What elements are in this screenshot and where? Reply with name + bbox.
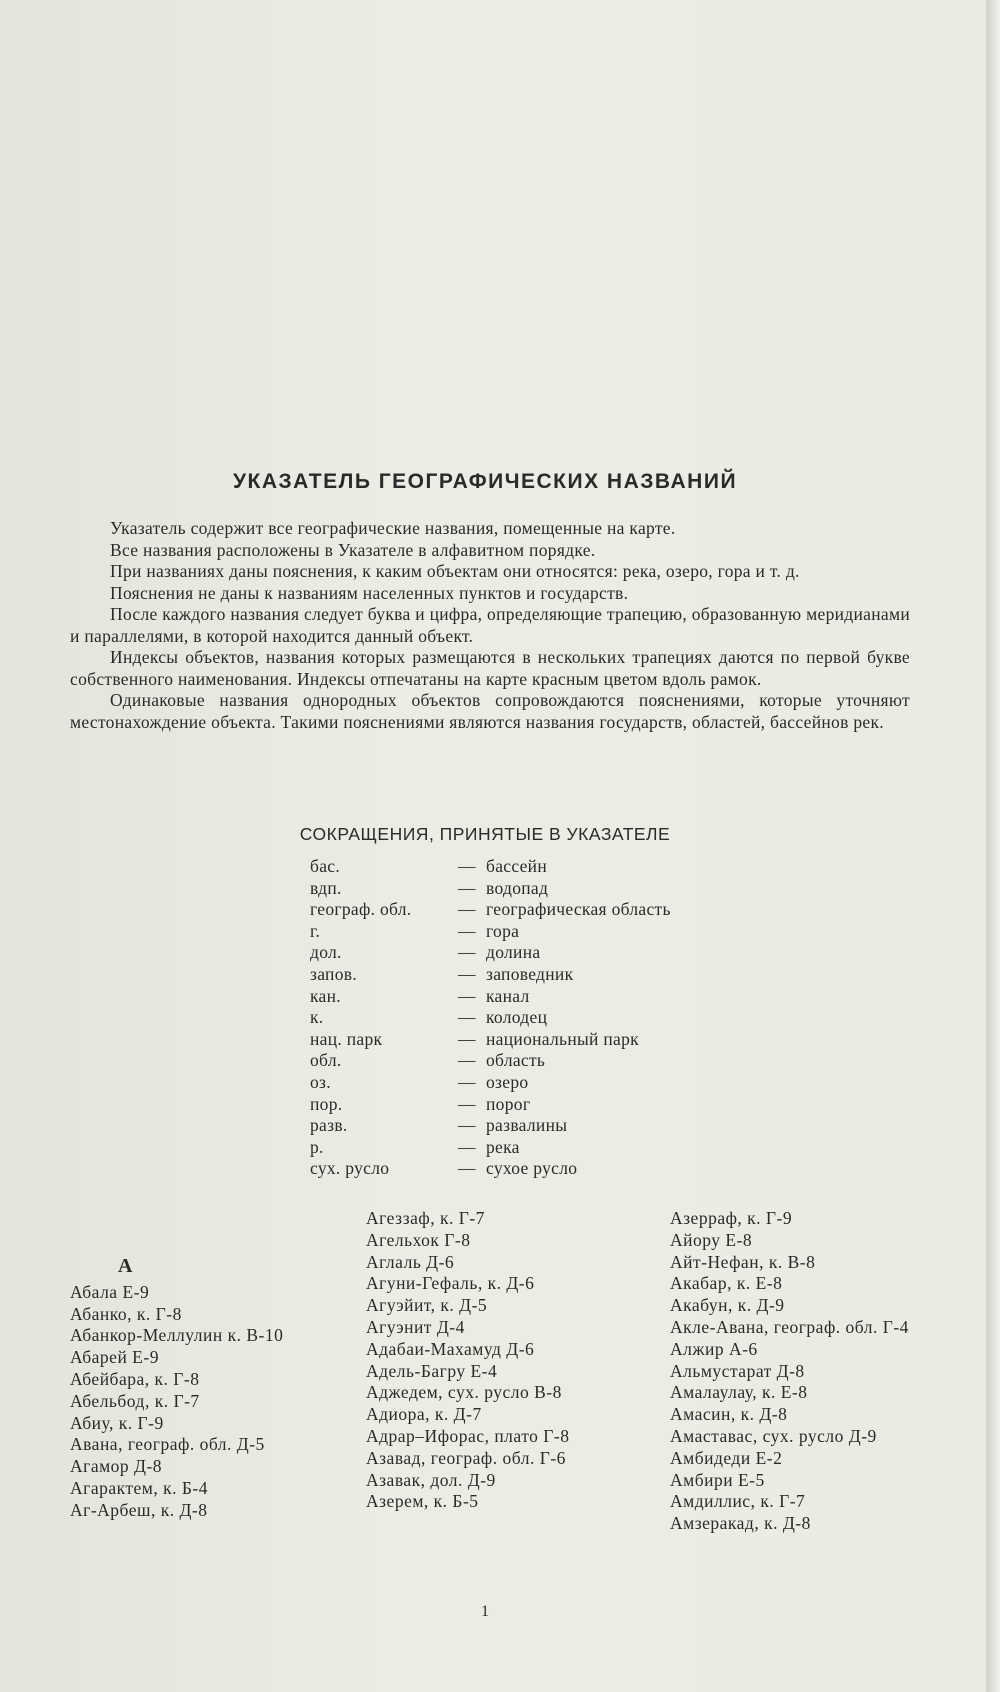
abbreviation: сух. русло: [310, 1158, 390, 1179]
abbreviation: дол.: [310, 942, 342, 963]
abbreviation: кан.: [310, 985, 341, 1006]
abbreviation-meaning: развалины: [486, 1115, 568, 1136]
index-entry: Адиора, к. Д-7: [366, 1404, 482, 1425]
abbreviation-meaning: гора: [486, 920, 520, 941]
abbreviation-meaning: река: [486, 1136, 520, 1157]
index-entry: Абиу, к. Г-9: [70, 1412, 164, 1433]
index-entry: Азавак, дол. Д-9: [366, 1469, 496, 1490]
abbreviation-dash: —: [458, 963, 476, 984]
index-entry: Абельбод, к. Г-7: [70, 1390, 200, 1411]
intro-paragraph: Указатель содержит все географические названия, помещенные на карте.: [110, 518, 676, 538]
index-entry: Айт-Нефан, к. В-8: [670, 1251, 816, 1272]
abbreviation-row: [310, 856, 930, 878]
abbreviation-dash: —: [458, 1028, 476, 1049]
abbreviation-row: [310, 1137, 930, 1159]
abbreviation-dash: —: [458, 877, 476, 898]
index-column-3: [670, 1208, 940, 1535]
index-entry: Адрар–Ифорас, плато Г-8: [366, 1425, 570, 1446]
index-entry: Аглаль Д-6: [366, 1251, 455, 1272]
abbreviation: вдп.: [310, 877, 342, 898]
abbreviation-meaning: канал: [486, 985, 530, 1006]
index-entry: Амалаулау, к. Е-8: [670, 1382, 808, 1403]
abbreviation-dash: —: [458, 1158, 476, 1179]
abbreviation: обл.: [310, 1050, 342, 1071]
abbreviation-meaning: порог: [486, 1093, 531, 1114]
abbreviation: оз.: [310, 1071, 331, 1092]
abbreviation-row: [310, 921, 930, 943]
abbreviation: бас.: [310, 856, 341, 876]
abbreviation-row: [310, 899, 930, 921]
index-entry: Алжир А-6: [670, 1338, 758, 1359]
abbreviation-row: [310, 1158, 930, 1180]
abbreviation-dash: —: [458, 1136, 476, 1157]
index-entry: Агуэйит, к. Д-5: [366, 1295, 488, 1316]
index-entry: Акабар, к. Е-8: [670, 1273, 783, 1294]
index-entry: Абала Е-9: [70, 1281, 150, 1302]
index-entry: Адабаи-Махамуд Д-6: [366, 1338, 535, 1359]
index-entry: Азерраф, к. Г-9: [670, 1208, 793, 1228]
abbreviation-meaning: национальный парк: [486, 1028, 639, 1049]
abbreviation-row: [310, 964, 930, 986]
abbreviation: пор.: [310, 1093, 343, 1114]
index-entry: Агамор Д-8: [70, 1456, 163, 1477]
abbreviation-meaning: сухое русло: [486, 1158, 578, 1179]
index-entry: Агуэнит Д-4: [366, 1316, 465, 1337]
index-entry: Амаставас, сух. русло Д-9: [670, 1425, 877, 1446]
abbreviation: к.: [310, 1007, 324, 1028]
abbreviation-row: [310, 1072, 930, 1094]
abbreviation-meaning: водопад: [486, 877, 549, 898]
abbreviation-meaning: бассейн: [486, 856, 548, 876]
index-entry: Азерем, к. Б-5: [366, 1491, 479, 1512]
index-entry: Амбири Е-5: [670, 1469, 765, 1490]
intro-paragraph: При названиях даны пояснения, к каким объектам они относятся: река, озеро, гора и т. д.: [110, 561, 800, 581]
abbreviation-row: [310, 1094, 930, 1116]
abbreviation-dash: —: [458, 985, 476, 1006]
abbreviation-dash: —: [458, 1115, 476, 1136]
abbreviation: нац. парк: [310, 1028, 383, 1049]
index-entry: Амзеракад, к. Д-8: [670, 1513, 811, 1534]
abbreviation-dash: —: [458, 1093, 476, 1114]
page-title: УКАЗАТЕЛЬ ГЕОГРАФИЧЕСКИХ НАЗВАНИЙ: [232, 470, 738, 493]
abbreviation: г.: [310, 920, 321, 941]
abbreviation-dash: —: [458, 1050, 476, 1071]
abbreviation-row: [310, 1115, 930, 1137]
abbreviations-list: [310, 856, 930, 1180]
index-entry: Амбидеди Е-2: [670, 1447, 783, 1468]
index-entry: Айору Е-8: [670, 1229, 753, 1250]
abbreviation-dash: —: [458, 1071, 476, 1092]
index-entry: Азавад, географ. обл. Г-6: [366, 1447, 566, 1468]
abbreviation-row: [310, 1007, 930, 1029]
index-entry: Аджедем, сух. русло В-8: [366, 1382, 562, 1403]
abbreviation-row: [310, 942, 930, 964]
index-column-2: [366, 1208, 636, 1513]
index-entry: Адель-Багру Е-4: [366, 1360, 498, 1381]
abbreviation-dash: —: [458, 899, 476, 920]
index-column-1: [70, 1256, 340, 1522]
index-entry: Аг-Арбеш, к. Д-8: [70, 1499, 208, 1520]
intro-paragraph: После каждого названия следует буква и цифра, определяющие трапецию, образованную меридианами и параллелями, в которой находится данный объект.: [70, 604, 910, 646]
index-letter-heading: А: [118, 1255, 133, 1277]
abbreviation-row: [310, 1029, 930, 1051]
intro-text: [70, 518, 910, 733]
index-entry: Абейбара, к. Г-8: [70, 1368, 200, 1389]
index-entry: Агельхок Г-8: [366, 1229, 471, 1250]
abbreviation-row: [310, 986, 930, 1008]
abbreviation-dash: —: [458, 942, 476, 963]
abbreviation-dash: —: [458, 1007, 476, 1028]
abbreviation-row: [310, 1050, 930, 1072]
page-edge: [986, 0, 1000, 1692]
abbreviation-meaning: озеро: [486, 1071, 529, 1092]
index-entry: Агарактем, к. Б-4: [70, 1477, 208, 1498]
abbreviation-dash: —: [458, 920, 476, 941]
abbreviation-dash: —: [458, 856, 476, 876]
abbreviation: запов.: [310, 963, 358, 984]
index-entry: Агуни-Гефаль, к. Д-6: [366, 1273, 535, 1294]
index-entry: Абарей Е-9: [70, 1347, 159, 1368]
abbreviation: р.: [310, 1136, 324, 1157]
index-entry: Амасин, к. Д-8: [670, 1404, 788, 1425]
abbreviation-meaning: заповедник: [486, 963, 574, 984]
page-number: 1: [481, 1603, 489, 1620]
abbreviation: разв.: [310, 1115, 348, 1136]
index-entry: Абанко, к. Г-8: [70, 1303, 182, 1324]
abbreviation-meaning: долина: [486, 942, 541, 963]
abbreviation: географ. обл.: [310, 899, 412, 920]
index-entry: Акабун, к. Д-9: [670, 1295, 785, 1316]
abbreviation-meaning: колодец: [486, 1007, 548, 1028]
intro-paragraph: Все названия расположены в Указателе в алфавитном порядке.: [110, 539, 596, 560]
index-entry: Авана, географ. обл. Д-5: [70, 1434, 265, 1455]
index-entry: Амдиллис, к. Г-7: [670, 1491, 806, 1512]
intro-paragraph: Индексы объектов, названия которых размещаются в нескольких трапециях даются по первой букве собственного наименования. Индексы отпечатаны на карте красным цветом вдоль рамок.: [70, 647, 910, 689]
abbreviation-row: [310, 878, 930, 900]
index-entry: Агеззаф, к. Г-7: [366, 1208, 485, 1228]
index-entry: Акле-Авана, географ. обл. Г-4: [670, 1316, 909, 1337]
index-entry: Абанкор-Меллулин к. В-10: [70, 1325, 284, 1346]
intro-paragraph: Одинаковые названия однородных объектов сопровождаются пояснениями, которые уточняют местонахождение объекта. Такими пояснениями являются названия государств, областей, бассейнов рек.: [70, 690, 910, 732]
abbreviation-meaning: область: [486, 1050, 546, 1071]
intro-paragraph: Пояснения не даны к названиям населенных пунктов и государств.: [110, 582, 629, 603]
index-entry: Альмустарат Д-8: [670, 1360, 805, 1381]
abbreviations-heading: СОКРАЩЕНИЯ, ПРИНЯТЫЕ В УКАЗАТЕЛЕ: [299, 824, 671, 844]
abbreviation-meaning: географическая область: [486, 899, 671, 920]
